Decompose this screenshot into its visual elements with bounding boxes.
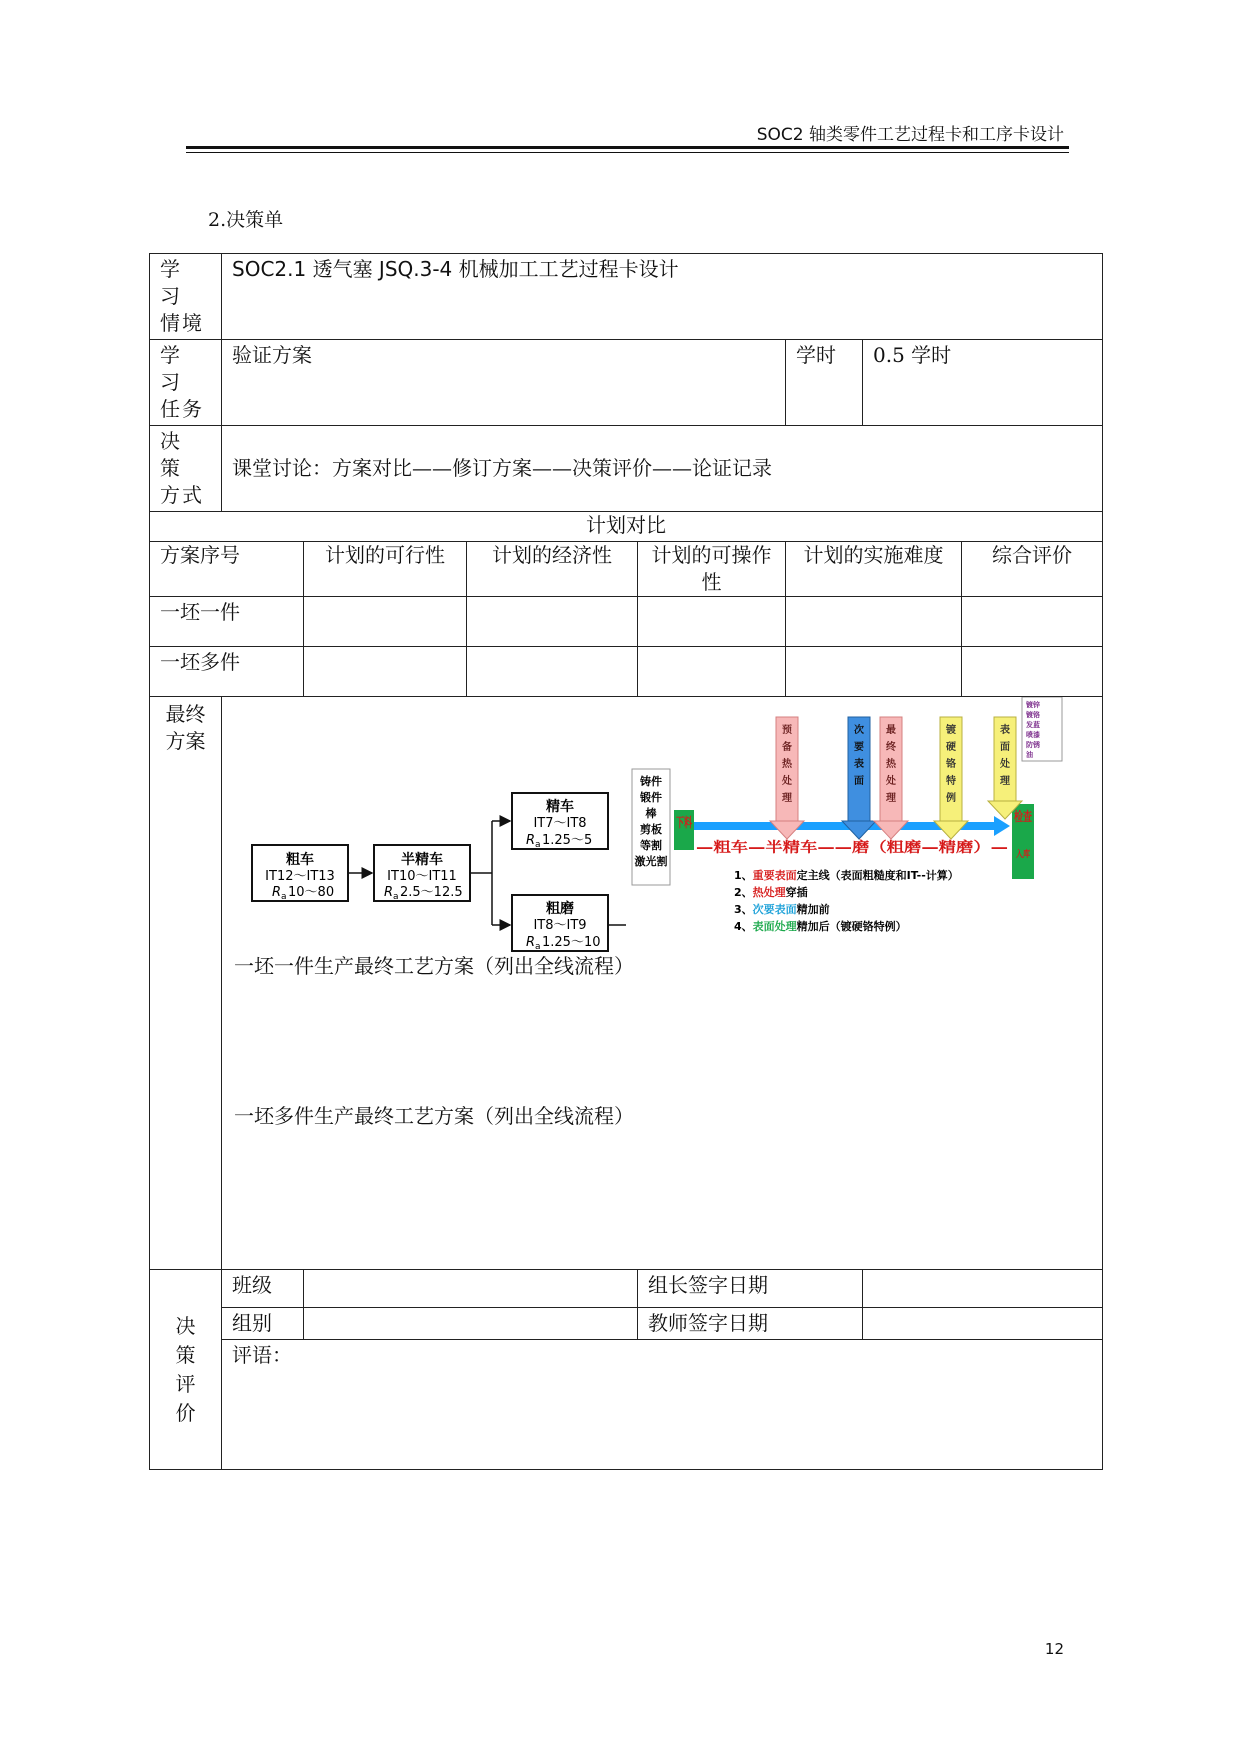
surface-option: 防锈 (1026, 741, 1040, 749)
blank-type: 锻件 (640, 791, 662, 804)
section-title: 2.决策单 (208, 209, 284, 231)
mainline-text: —粗车—半精车——磨（粗磨—精磨）— (696, 840, 948, 856)
blank-type: 铸件 (640, 775, 662, 788)
cell-difficulty (786, 647, 962, 697)
cell-overall (962, 597, 1103, 647)
label-pre-heat: 预备热处理 (782, 725, 792, 804)
rough-grind-ra-sub: a (535, 942, 541, 952)
blank-type: 剪板 (640, 823, 662, 836)
cell-feasibility (304, 647, 467, 697)
cut-box (674, 810, 703, 850)
rough-turn-title: 粗车 (286, 852, 314, 868)
svg-text:1、重要表面定主线（表面粗糙度和IT--计算）: 1、重要表面定主线（表面粗糙度和IT--计算） (734, 869, 959, 882)
blank-type: 棒 (645, 807, 657, 820)
label-final-heat: 最终热处理 (886, 725, 896, 804)
rough-grind-ra: 1.25～10 (542, 935, 601, 950)
diagram-notes (734, 868, 959, 933)
situation-value: SOC2.1 透气塞 JSQ.3-4 机械加工工艺过程卡设计 (222, 254, 1103, 340)
page-number: 12 (1044, 1640, 1064, 1658)
semi-turn-title: 半精车 (401, 852, 443, 868)
task-value: 验证方案 (222, 340, 786, 426)
class-value[interactable] (304, 1270, 638, 1308)
method-value: 课堂讨论：方案对比——修订方案——决策评价——论证记录 (222, 426, 1103, 512)
col-header-plan-no: 方案序号 (150, 542, 304, 597)
surface-option: 喷漆 (1026, 731, 1040, 739)
surface-option: 油 (1026, 751, 1033, 759)
blank-types (632, 769, 670, 885)
semi-turn-ra-symbol: R (384, 885, 394, 900)
warehouse-label: 入库 (1016, 850, 1035, 860)
rough-grind-it: IT8～IT9 (533, 918, 587, 933)
rough-turn-ra-symbol: R (272, 885, 282, 900)
fine-turn-box (512, 793, 608, 850)
col-header-difficulty: 计划的实施难度 (786, 542, 962, 597)
blank-type: 等割 (640, 839, 662, 852)
rough-turn-ra-sub: a (281, 892, 287, 902)
cut-label: 下料 (676, 816, 703, 831)
row-name: 一坯一件 (150, 597, 304, 647)
compare-title: 计划对比 (150, 512, 1103, 542)
surface-treatment-box (1022, 697, 1062, 761)
task-label: 学 习 任务 (150, 340, 222, 426)
semi-turn-it: IT10～IT11 (387, 869, 457, 884)
comment-label: 评语： (232, 1343, 292, 1367)
label-secondary: 次要表面 (854, 725, 864, 787)
header-title: SOC2 轴类零件工艺过程卡和工序卡设计 (756, 125, 1064, 145)
inspect-box (1012, 804, 1041, 879)
eval-label: 决 策 评 价 (150, 1270, 222, 1470)
col-header-economy: 计划的经济性 (467, 542, 638, 597)
svg-text:3、次要表面精加前: 3、次要表面精加前 (734, 903, 830, 916)
cell-economy (467, 647, 638, 697)
cell-operability (638, 647, 786, 697)
semi-turn-box (374, 845, 470, 902)
rough-grind-title: 粗磨 (546, 901, 574, 917)
teacher-sign-label: 教师签字日期 (638, 1308, 863, 1340)
situation-label: 学 习 情境 (150, 254, 222, 340)
teacher-sign-value[interactable] (863, 1308, 1103, 1340)
cell-economy (467, 597, 638, 647)
comment-cell[interactable] (222, 1340, 1103, 1470)
final-plan-cell (222, 697, 1103, 1270)
table-row (150, 597, 1103, 647)
cell-overall (962, 647, 1103, 697)
leader-sign-label: 组长签字日期 (638, 1270, 863, 1308)
label-plating: 镀硬铬特例 (946, 725, 956, 804)
cell-operability (638, 597, 786, 647)
class-label: 班级 (222, 1270, 304, 1308)
table-row (150, 647, 1103, 697)
surface-option: 镀锌 (1026, 701, 1040, 709)
fine-turn-ra-symbol: R (526, 833, 536, 848)
cell-difficulty (786, 597, 962, 647)
surface-option: 镀铬 (1026, 711, 1040, 719)
svg-text:4、表面处理精加后（镀硬铬特例）: 4、表面处理精加后（镀硬铬特例） (734, 920, 907, 933)
method-label: 决 策 方式 (150, 426, 222, 512)
final-label: 最终 方案 (150, 697, 222, 1270)
col-header-operability: 计划的可操作性 (638, 542, 786, 597)
header-rule-thick (186, 146, 1069, 149)
hours-label: 学时 (786, 340, 863, 426)
header-rule-thin (186, 152, 1069, 153)
rough-grind-box (512, 895, 608, 952)
process-diagram (222, 697, 1102, 987)
rough-turn-it: IT12～IT13 (265, 869, 335, 884)
surface-option: 发蓝 (1026, 721, 1040, 729)
group-label: 组别 (222, 1308, 304, 1340)
fine-turn-it: IT7～IT8 (533, 816, 587, 831)
fine-turn-title: 精车 (546, 799, 574, 815)
label-surface: 表面处理 (1000, 725, 1010, 787)
fine-turn-ra-sub: a (535, 840, 541, 850)
group-value[interactable] (304, 1308, 638, 1340)
col-header-feasibility: 计划的可行性 (304, 542, 467, 597)
decision-table (149, 253, 1103, 1470)
rough-turn-box (252, 845, 348, 902)
rough-grind-ra-symbol: R (526, 935, 536, 950)
cell-feasibility (304, 597, 467, 647)
leader-sign-value[interactable] (863, 1270, 1103, 1308)
svg-text:2、热处理穿插: 2、热处理穿插 (734, 886, 808, 899)
blank-type: 激光割 (634, 855, 668, 868)
hours-value: 0.5 学时 (863, 340, 1103, 426)
semi-turn-ra-sub: a (393, 892, 399, 902)
fine-turn-ra: 1.25～5 (542, 833, 593, 848)
process-diagram-svg (222, 697, 1102, 987)
semi-turn-ra: 2.5～12.5 (400, 885, 463, 900)
row-name: 一坯多件 (150, 647, 304, 697)
col-header-overall: 综合评价 (962, 542, 1103, 597)
rough-turn-ra: 10～80 (288, 885, 335, 900)
plan-many-text: 一坯多件生产最终工艺方案（列出全线流程） (234, 1104, 634, 1128)
inspect-label: 检查 (1014, 810, 1041, 825)
plan-one-text: 一坯一件生产最终工艺方案（列出全线流程） (234, 954, 634, 978)
